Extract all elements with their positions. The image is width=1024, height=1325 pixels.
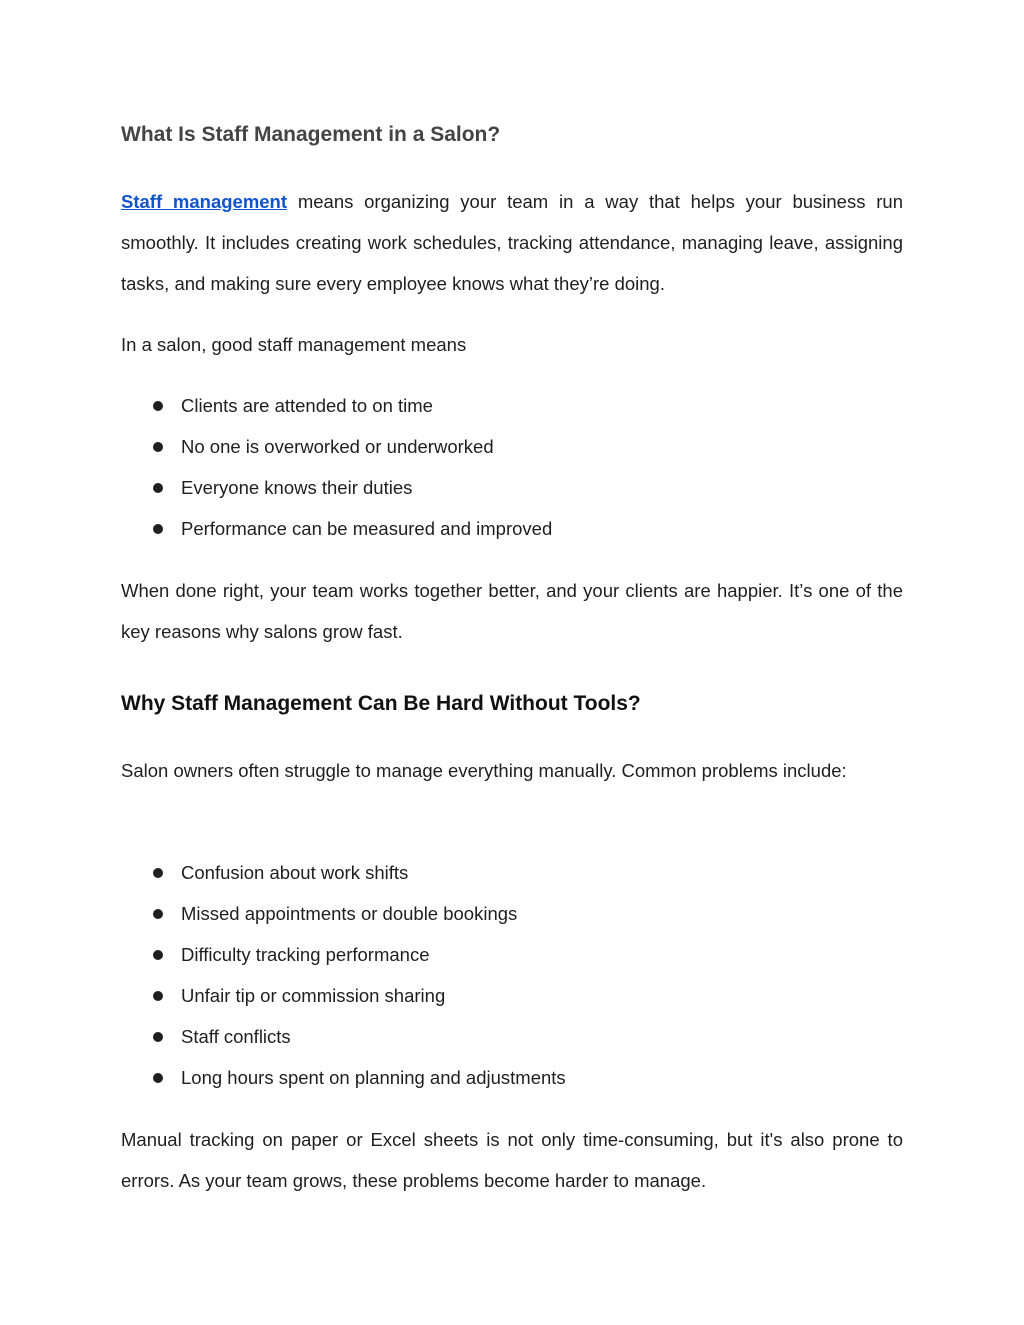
bullet-icon <box>153 950 163 960</box>
benefits-list <box>121 385 903 549</box>
bullet-icon <box>153 991 163 1001</box>
bullet-icon <box>153 909 163 919</box>
list-item-text: Confusion about work shifts <box>181 862 409 883</box>
list-item <box>121 893 903 934</box>
list-item <box>121 467 903 508</box>
list-item-text: Staff conflicts <box>181 1026 291 1047</box>
list-item <box>121 508 903 549</box>
intro-paragraph-text: means organizing your team in a way that helps your business run smoothly. It includes creating work schedules, tracking attendance, managing leave, assigning tasks, and making sure every employee knows what they’re doing. <box>121 191 903 294</box>
problems-list <box>121 852 903 1098</box>
list-item-text: Difficulty tracking performance <box>181 944 430 965</box>
section-heading-what-is-staff-management: What Is Staff Management in a Salon? <box>121 123 501 146</box>
bullet-icon <box>153 1032 163 1042</box>
section-heading-why-hard-without-tools: Why Staff Management Can Be Hard Without Tools? <box>121 692 641 715</box>
list-item-text: Performance can be measured and improved <box>181 518 553 539</box>
closing-paragraph-section2: Manual tracking on paper or Excel sheets is not only time-consuming, but it's also prone to errors. As your team grows, these problems become harder to manage. <box>121 1129 903 1191</box>
staff-management-link[interactable]: Staff management <box>121 191 288 212</box>
list-item <box>121 385 903 426</box>
list-item-text: Clients are attended to on time <box>181 395 433 416</box>
bullet-icon <box>153 442 163 452</box>
bullet-icon <box>153 401 163 411</box>
list-item <box>121 1057 903 1098</box>
closing-paragraph-section1: When done right, your team works together better, and your clients are happier. It’s one of the key reasons why salons grow fast. <box>121 580 903 642</box>
intro-paragraph <box>121 181 903 304</box>
list-item <box>121 426 903 467</box>
list-item <box>121 975 903 1016</box>
list-item-text: Unfair tip or commission sharing <box>181 985 446 1006</box>
list-item-text: Missed appointments or double bookings <box>181 903 518 924</box>
bullet-icon <box>153 868 163 878</box>
bullet-icon <box>153 524 163 534</box>
list-item-text: Everyone knows their duties <box>181 477 413 498</box>
bullet-icon <box>153 483 163 493</box>
list-item <box>121 1016 903 1057</box>
bullet-icon <box>153 1073 163 1083</box>
list-item-text: Long hours spent on planning and adjustments <box>181 1067 566 1088</box>
list-item <box>121 934 903 975</box>
problems-intro-paragraph: Salon owners often struggle to manage everything manually. Common problems include: <box>121 760 847 781</box>
lead-in-paragraph: In a salon, good staff management means <box>121 334 467 355</box>
list-item <box>121 852 903 893</box>
list-item-text: No one is overworked or underworked <box>181 436 494 457</box>
